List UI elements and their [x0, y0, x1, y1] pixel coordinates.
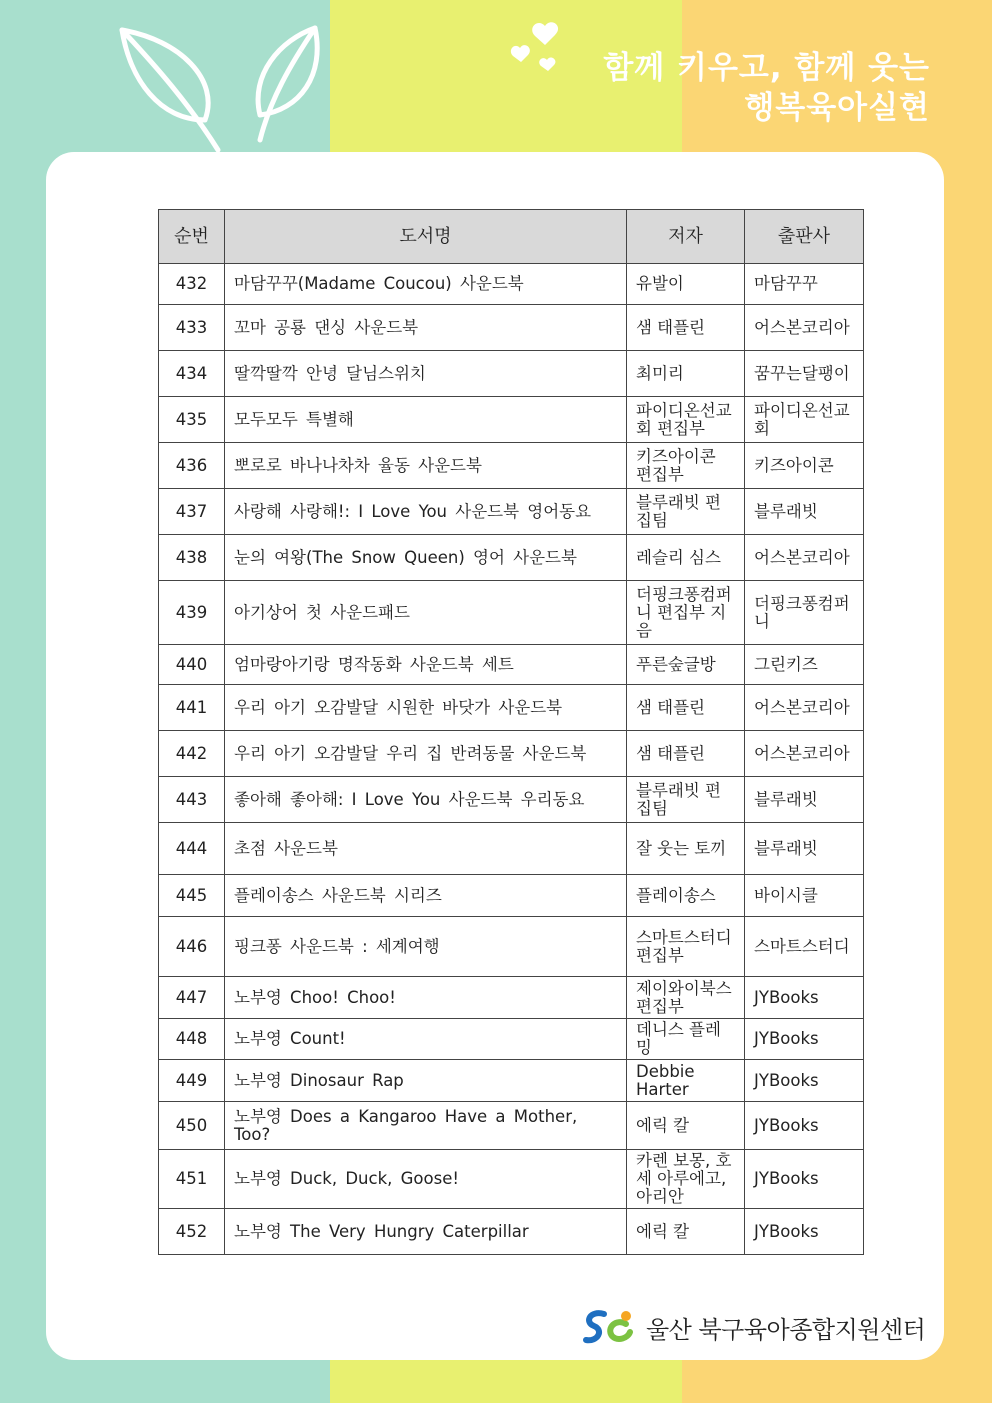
book-publisher: JYBooks: [745, 1019, 864, 1060]
table-row: [159, 977, 864, 1019]
book-publisher: 더핑크퐁컴퍼니: [745, 581, 864, 645]
book-title: 우리 아기 오감발달 시원한 바닷가 사운드북: [225, 685, 627, 731]
table-row: [159, 823, 864, 875]
book-author: 제이와이북스 편집부: [627, 977, 745, 1019]
book-title: 엄마랑아기랑 명작동화 사운드북 세트: [225, 645, 627, 685]
row-number: 435: [159, 397, 225, 443]
book-title: 노부영 Choo! Choo!: [225, 977, 627, 1019]
book-author: 데니스 플레밍: [627, 1019, 745, 1060]
book-title: 노부영 Count!: [225, 1019, 627, 1060]
book-publisher: 바이시클: [745, 875, 864, 917]
table-row: [159, 581, 864, 645]
table-row: [159, 777, 864, 823]
book-publisher: 블루래빗: [745, 489, 864, 535]
book-title: 좋아해 좋아해: I Love You 사운드북 우리동요: [225, 777, 627, 823]
row-number: 434: [159, 351, 225, 397]
table-row: [159, 1060, 864, 1102]
table-row: [159, 731, 864, 777]
book-author: 푸른숲글방: [627, 645, 745, 685]
table-header-row: [159, 210, 864, 264]
book-title: 노부영 Does a Kangaroo Have a Mother, Too?: [225, 1102, 627, 1150]
book-title: 핑크퐁 사운드북 : 세계여행: [225, 917, 627, 977]
book-author: 에릭 칼: [627, 1209, 745, 1255]
book-title: 꼬마 공룡 댄싱 사운드북: [225, 305, 627, 351]
book-author: 샘 태플린: [627, 305, 745, 351]
row-number: 450: [159, 1102, 225, 1150]
book-author: 유발이: [627, 264, 745, 305]
book-author: 샘 태플린: [627, 731, 745, 777]
row-number: 436: [159, 443, 225, 489]
leaf-icon: [110, 20, 340, 160]
book-author: 레슬리 심스: [627, 535, 745, 581]
book-publisher: 파이디온선교회: [745, 397, 864, 443]
book-author: 더핑크퐁컴퍼니 편집부 지음: [627, 581, 745, 645]
slogan-line-2: 행복육아실현: [744, 90, 930, 126]
book-title: 마담꾸꾸(Madame Coucou) 사운드북: [225, 264, 627, 305]
book-title: 아기상어 첫 사운드패드: [225, 581, 627, 645]
column-header: 도서명: [225, 210, 627, 264]
book-publisher: 블루래빗: [745, 823, 864, 875]
book-title: 노부영 The Very Hungry Caterpillar: [225, 1209, 627, 1255]
book-title: 모두모두 특별해: [225, 397, 627, 443]
book-author: 잘 웃는 토끼: [627, 823, 745, 875]
row-number: 452: [159, 1209, 225, 1255]
book-title: 사랑해 사랑해!: I Love You 사운드북 영어동요: [225, 489, 627, 535]
table-row: [159, 305, 864, 351]
book-author: 블루래빗 편집팀: [627, 489, 745, 535]
slogan-line-1: 함께 키우고, 함께 웃는: [603, 50, 930, 86]
book-publisher: 블루래빗: [745, 777, 864, 823]
row-number: 446: [159, 917, 225, 977]
book-publisher: 꿈꾸는달팽이: [745, 351, 864, 397]
column-header: 저자: [627, 210, 745, 264]
book-publisher: JYBooks: [745, 1150, 864, 1209]
book-publisher: JYBooks: [745, 977, 864, 1019]
row-number: 432: [159, 264, 225, 305]
row-number: 442: [159, 731, 225, 777]
book-author: 에릭 칼: [627, 1102, 745, 1150]
row-number: 439: [159, 581, 225, 645]
book-author: 파이디온선교회 편집부: [627, 397, 745, 443]
book-author: 최미리: [627, 351, 745, 397]
book-table: [158, 209, 864, 1255]
book-publisher: 어스본코리아: [745, 305, 864, 351]
table-row: [159, 645, 864, 685]
center-name: 울산 북구육아종합지원센터: [646, 1315, 926, 1344]
book-publisher: 스마트스터디: [745, 917, 864, 977]
row-number: 437: [159, 489, 225, 535]
table-row: [159, 875, 864, 917]
book-publisher: JYBooks: [745, 1209, 864, 1255]
table-row: [159, 1150, 864, 1209]
table-row: [159, 351, 864, 397]
table-row: [159, 917, 864, 977]
book-title: 노부영 Dinosaur Rap: [225, 1060, 627, 1102]
row-number: 451: [159, 1150, 225, 1209]
row-number: 445: [159, 875, 225, 917]
book-title: 플레이송스 사운드북 시리즈: [225, 875, 627, 917]
book-author: 키즈아이콘 편집부: [627, 443, 745, 489]
book-author: 샘 태플린: [627, 685, 745, 731]
book-title: 초점 사운드북: [225, 823, 627, 875]
table-row: [159, 535, 864, 581]
book-author: 플레이송스: [627, 875, 745, 917]
row-number: 444: [159, 823, 225, 875]
book-publisher: 키즈아이콘: [745, 443, 864, 489]
table-row: [159, 489, 864, 535]
row-number: 448: [159, 1019, 225, 1060]
table-row: [159, 397, 864, 443]
row-number: 443: [159, 777, 225, 823]
heart-icon: [505, 22, 575, 77]
table-row: [159, 1209, 864, 1255]
column-header: 출판사: [745, 210, 864, 264]
footer-logo: [582, 1308, 925, 1346]
row-number: 449: [159, 1060, 225, 1102]
column-header: 순번: [159, 210, 225, 264]
book-publisher: 그린키즈: [745, 645, 864, 685]
book-title: 뽀로로 바나나차차 율동 사운드북: [225, 443, 627, 489]
row-number: 441: [159, 685, 225, 731]
row-number: 447: [159, 977, 225, 1019]
slogan: [603, 48, 930, 128]
row-number: 433: [159, 305, 225, 351]
row-number: 438: [159, 535, 225, 581]
row-number: 440: [159, 645, 225, 685]
book-title: 딸깍딸깍 안녕 달님스위치: [225, 351, 627, 397]
table-row: [159, 1019, 864, 1060]
book-title: 노부영 Duck, Duck, Goose!: [225, 1150, 627, 1209]
book-publisher: 어스본코리아: [745, 685, 864, 731]
book-publisher: JYBooks: [745, 1060, 864, 1102]
book-title: 눈의 여왕(The Snow Queen) 영어 사운드북: [225, 535, 627, 581]
book-publisher: 어스본코리아: [745, 535, 864, 581]
table-row: [159, 685, 864, 731]
book-publisher: 어스본코리아: [745, 731, 864, 777]
book-author: 카렌 보몽, 호세 아루에고, 아리안: [627, 1150, 745, 1209]
book-publisher: JYBooks: [745, 1102, 864, 1150]
book-author: 블루래빗 편집팀: [627, 777, 745, 823]
book-author: 스마트스터디 편집부: [627, 917, 745, 977]
book-publisher: 마담꾸꾸: [745, 264, 864, 305]
table-row: [159, 443, 864, 489]
table-row: [159, 264, 864, 305]
book-author: Debbie Harter: [627, 1060, 745, 1102]
table-row: [159, 1102, 864, 1150]
book-title: 우리 아기 오감발달 우리 집 반려동물 사운드북: [225, 731, 627, 777]
center-logo-icon: [582, 1308, 638, 1346]
